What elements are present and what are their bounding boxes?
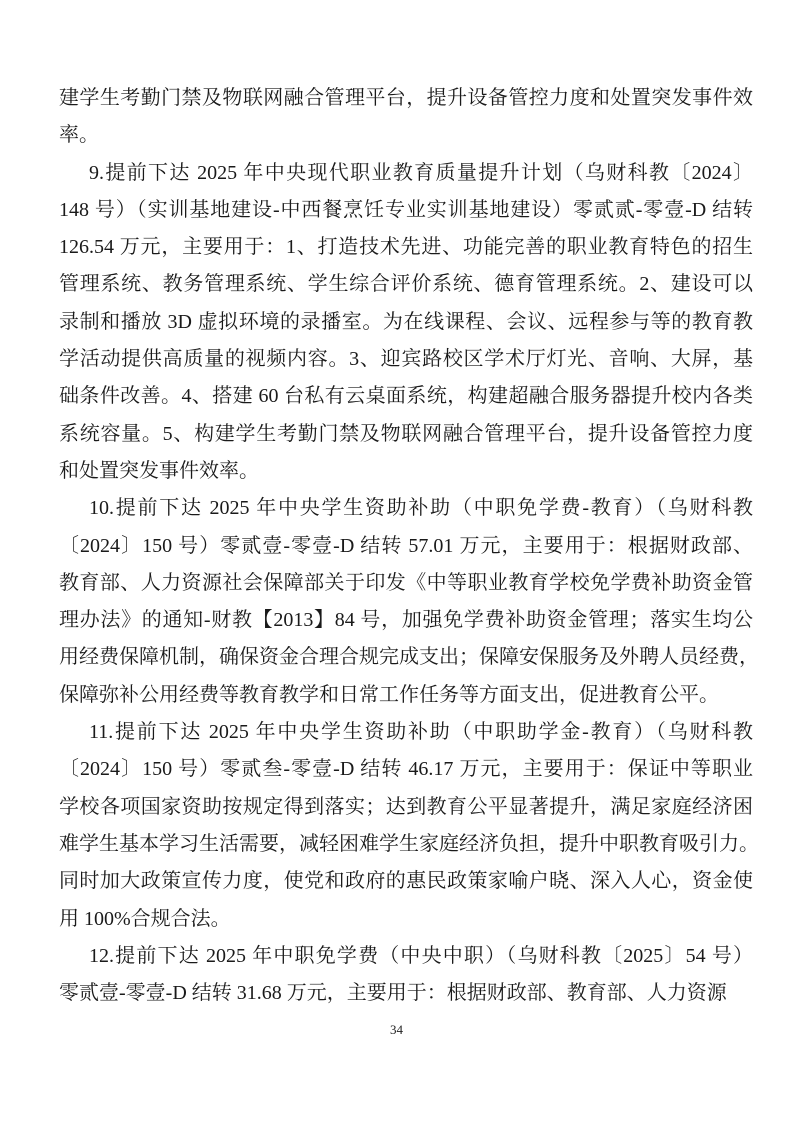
text-line: 用 100%合规合法。 [59,907,231,930]
text-line: 学校各项国家资助按规定得到落实；达到教育公平显著提升，满足家庭经济困 [59,795,753,818]
text-line: 管理系统、教务管理系统、学生综合评价系统、德育管理系统。2、建设可以 [59,273,753,296]
text-line: 难学生基本学习生活需要，减轻困难学生家庭经济负担，提升中职教育吸引力。 [59,832,759,855]
text-line: 用经费保障机制，确保资金合理合规完成支出；保障安保服务及外聘人员经费， [59,646,759,669]
text-line: 10.提前下达 2025 年中央学生资助补助（中职免学费-教育）（乌财科教 [89,497,753,520]
text-line: 理办法》的通知-财教【2013】84 号，加强免学费补助资金管理；落实生均公 [59,609,753,632]
page-number: 34 [390,1022,403,1037]
text-line: 同时加大政策宣传力度，使党和政府的惠民政策家喻户晓、深入人心，资金使 [59,870,753,893]
text-line: 9.提前下达 2025 年中央现代职业教育质量提升计划（乌财科教〔2024〕 [89,161,753,184]
text-line: 和处置突发事件效率。 [59,459,259,482]
text-line: 148 号）（实训基地建设-中西餐烹饪专业实训基地建设）零贰贰-零壹-D 结转 [59,198,753,221]
text-line: 建学生考勤门禁及物联网融合管理平台，提升设备管控力度和处置突发事件效 [59,87,753,109]
text-line: 学活动提供高质量的视频内容。3、迎宾路校区学术厅灯光、音响、大屏，基 [59,348,753,371]
document-text-block [59,80,759,1012]
text-line: 126.54 万元，主要用于：1、打造技术先进、功能完善的职业教育特色的招生 [59,236,753,259]
text-line: 教育部、人力资源社会保障部关于印发《中等职业教育学校免学费补助资金管 [59,571,753,594]
text-line: 率。 [59,124,99,147]
text-line: 11.提前下达 2025 年中央学生资助补助（中职助学金-教育）（乌财科教 [89,721,753,744]
text-line: 系统容量。5、构建学生考勤门禁及物联网融合管理平台，提升设备管控力度 [59,422,753,445]
text-line: 保障弥补公用经费等教育教学和日常工作任务等方面支出，促进教育公平。 [59,683,719,706]
text-line: 零贰壹-零壹-D 结转 31.68 万元，主要用于：根据财政部、教育部、人力资源 [59,982,727,1005]
text-line: 录制和播放 3D 虚拟环境的录播室。为在线课程、会议、远程参与等的教育教 [59,310,753,333]
text-line: 〔2024〕150 号）零贰叁-零壹-D 结转 46.17 万元，主要用于：保证中等职业 [59,758,753,781]
text-line: 〔2024〕150 号）零贰壹-零壹-D 结转 57.01 万元，主要用于：根据财政部、 [59,534,753,557]
text-line: 础条件改善。4、搭建 60 台私有云桌面系统，构建超融合服务器提升校内各类 [59,385,753,408]
text-line: 12.提前下达 2025 年中职免学费（中央中职）（乌财科教〔2025〕54 号） [89,944,753,967]
